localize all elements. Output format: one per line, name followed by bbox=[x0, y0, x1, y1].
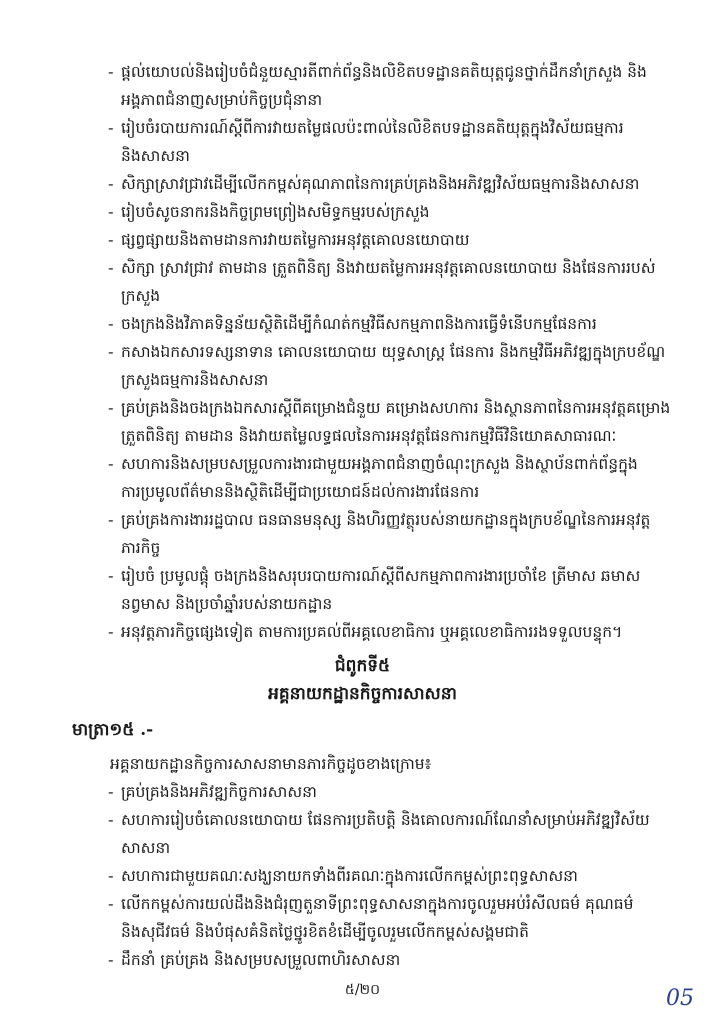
list-item: - រៀបចំសូចនាករនិងកិច្ចព្រមព្រៀងសមិទ្ធកម្មរបស់ក្រសួង bbox=[108, 203, 430, 221]
list-item: - រៀបចំ ប្រមូលផ្ដុំ ចងក្រងនិងសរុបរបាយការណ៍ស្ដីពីសកម្មភាពការងារប្រចាំខែ ត្រីមាស ឆមាស នព្វមាស និងប្រចាំឆ្នាំរបស់នាយកដ្ឋាន bbox=[0, 562, 725, 618]
list-item-continuation: អង្គភាពជំនាញសម្រាប់កិច្ចប្រជុំនានា bbox=[121, 91, 323, 109]
list-item: - សហការនិងសម្របសម្រួលការងារជាមួយអង្គភាពជំនាញចំណុះក្រសួង និងស្ថាប័នពាក់ព័ន្ធក្នុង ការប្រមូលព័ត៌មាននិងស្ថិតិដើម្បីជាប្រយោជន៍ដល់ការងារផែនការ bbox=[0, 450, 725, 506]
article-heading: មាត្រា១៥ .- bbox=[72, 720, 154, 740]
list-item-continuation: ក្រសួង bbox=[121, 287, 161, 305]
list-item-line: កសាងឯកសារទស្សនាទាន គោលនយោបាយ យុទ្ធសាស្ត្រ ផែនការ និងកម្មវិធីអភិវឌ្ឍក្នុងក្របខ័ណ្ឌ bbox=[121, 343, 666, 361]
list-item: - ផ្តល់យោបល់និងរៀបចំជំនួយស្មារតីពាក់ព័ន្ធនិងលិខិតបទដ្ឋានគតិយុត្តជូនថ្នាក់ដឹកនាំក្រសួង និង អង្គភាពជំនាញសម្រាប់កិច្ចប្រជុំនានា bbox=[0, 58, 725, 114]
list-item-continuation: ភារកិច្ច bbox=[121, 539, 161, 557]
list-item-line: ផ្សព្វផ្សាយនិងតាមដានការវាយតម្លៃការអនុវត្តគោលនយោបាយ bbox=[121, 231, 470, 249]
list-item-continuation: សាសនា bbox=[121, 839, 171, 857]
list-item-line: គ្រប់គ្រងការងាររដ្ឋបាល ធនធានមនុស្ស និងហិរញ្ញវត្ថុរបស់នាយកដ្ឋានក្នុងក្របខ័ណ្ឌនៃការអនុវត្ត bbox=[121, 511, 651, 529]
list-item-continuation: ត្រួតពិនិត្យ តាមដាន និងវាយតម្លៃលទ្ធផលនៃការអនុវត្តផែនការកម្មវិធីវិនិយោគសាធារណៈ bbox=[121, 427, 617, 445]
list-item: - សិក្សាស្រាវជ្រាវដើម្បីលើកកម្ពស់គុណភាពនៃការគ្រប់គ្រងនិងអភិវឌ្ឍវិស័យធម្មការនិងសាសនា bbox=[108, 175, 640, 193]
page-number: ៥/២០ bbox=[344, 982, 381, 998]
list-item-continuation: ការប្រមូលព័ត៌មាននិងស្ថិតិដើម្បីជាប្រយោជន៍ដល់ការងារផែនការ bbox=[121, 483, 480, 501]
list-item: - ដឹកនាំ គ្រប់គ្រង និងសម្របសម្រួលពាហិរសាសនា bbox=[108, 951, 401, 969]
list-item-line: សិក្សាស្រាវជ្រាវដើម្បីលើកកម្ពស់គុណភាពនៃការគ្រប់គ្រងនិងអភិវឌ្ឍវិស័យធម្មការនិងសាសនា bbox=[121, 175, 640, 193]
chapter-number: ជំពូកទី៥ bbox=[334, 656, 391, 676]
list-item-line: សិក្សា ស្រាវជ្រាវ តាមដាន ត្រួតពិនិត្យ និងវាយតម្លៃការអនុវត្តគោលនយោបាយ និងផែនការរបស់ bbox=[121, 259, 656, 277]
handwritten-mark: 05 bbox=[666, 986, 694, 1011]
list-item-line: គ្រប់គ្រងនិងអភិវឌ្ឍកិច្ចការសាសនា bbox=[121, 783, 317, 801]
list-item: - អនុវត្តភារកិច្ចផ្សេងទៀត តាមការប្រគល់ពីអគ្គលេខាធិការ ឬអគ្គលេខាធិការរងទទួលបន្ទុក។ bbox=[108, 623, 623, 641]
list-item: - គ្រប់គ្រងការងាររដ្ឋបាល ធនធានមនុស្ស និងហិរញ្ញវត្ថុរបស់នាយកដ្ឋានក្នុងក្របខ័ណ្ឌនៃការអនុវត្ត ភារកិច្ច bbox=[0, 506, 725, 562]
list-item: - រៀបចំរបាយការណ៍ស្ដីពីការវាយតម្លៃផលប៉ះពាល់នៃលិខិតបទដ្ឋានគតិយុត្តក្នុងវិស័យធម្មការ និងសាសនា bbox=[0, 114, 725, 170]
list-item: - លើកកម្ពស់ការយល់ដឹងនិងជំរុញតួនាទីព្រះពុទ្ធសាសនាក្នុងការចូលរួមអប់រំសីលធម៌ គុណធម៌ និងសុជីវធម៌ និងបំផុសគំនិតថ្លៃថ្នូរខិតខំដើម្បីចូលរួមលើកកម្ពស់សង្គមជាតិ bbox=[0, 890, 725, 946]
list-item-line: រៀបចំសូចនាករនិងកិច្ចព្រមព្រៀងសមិទ្ធកម្មរបស់ក្រសួង bbox=[121, 203, 430, 221]
list-item-line: ចងក្រងនិងវិភាគទិន្នន័យស្ថិតិដើម្បីកំណត់កម្មវិធីសកម្មភាពនិងការធ្វើទំនើបកម្មផែនការ bbox=[121, 315, 597, 333]
list-item-line: លើកកម្ពស់ការយល់ដឹងនិងជំរុញតួនាទីព្រះពុទ្ធសាសនាក្នុងការចូលរួមអប់រំសីលធម៌ គុណធម៌ bbox=[121, 895, 634, 913]
list-item-line: សហការនិងសម្របសម្រួលការងារជាមួយអង្គភាពជំនាញចំណុះក្រសួង និងស្ថាប័នពាក់ព័ន្ធក្នុង bbox=[121, 455, 638, 473]
chapter-title: អគ្គនាយកដ្ឋានកិច្ចការសាសនា bbox=[268, 684, 457, 704]
list-item-line: សហការរៀបចំគោលនយោបាយ ផែនការប្រតិបត្តិ និងគោលការណ៍ណែនាំសម្រាប់អភិវឌ្ឍវិស័យ bbox=[121, 811, 650, 829]
list-item: - កសាងឯកសារទស្សនាទាន គោលនយោបាយ យុទ្ធសាស្ត្រ ផែនការ និងកម្មវិធីអភិវឌ្ឍក្នុងក្របខ័ណ្ឌ ក្រសួងធម្មការនិងសាសនា bbox=[0, 338, 725, 394]
list-item-line: អនុវត្តភារកិច្ចផ្សេងទៀត តាមការប្រគល់ពីអគ្គលេខាធិការ ឬអគ្គលេខាធិការរងទទួលបន្ទុក។ bbox=[121, 623, 623, 641]
list-item: - ចងក្រងនិងវិភាគទិន្នន័យស្ថិតិដើម្បីកំណត់កម្មវិធីសកម្មភាពនិងការធ្វើទំនើបកម្មផែនការ bbox=[108, 315, 597, 333]
list-item: - សិក្សា ស្រាវជ្រាវ តាមដាន ត្រួតពិនិត្យ និងវាយតម្លៃការអនុវត្តគោលនយោបាយ និងផែនការរបស់ ក្រសួង bbox=[0, 254, 725, 310]
list-item: - សហការរៀបចំគោលនយោបាយ ផែនការប្រតិបត្តិ និងគោលការណ៍ណែនាំសម្រាប់អភិវឌ្ឍវិស័យ សាសនា bbox=[0, 806, 725, 862]
list-item-line: ផ្តល់យោបល់និងរៀបចំជំនួយស្មារតីពាក់ព័ន្ធនិងលិខិតបទដ្ឋានគតិយុត្តជូនថ្នាក់ដឹកនាំក្រសួង និង bbox=[121, 63, 647, 81]
list-item-line: សហការជាមួយគណៈសង្ឃនាយកទាំងពីរគណៈក្នុងការលើកកម្ពស់ព្រះពុទ្ធសាសនា bbox=[121, 867, 578, 885]
list-item: - ផ្សព្វផ្សាយនិងតាមដានការវាយតម្លៃការអនុវត្តគោលនយោបាយ bbox=[108, 231, 470, 249]
list-item: - គ្រប់គ្រងនិងអភិវឌ្ឍកិច្ចការសាសនា bbox=[108, 783, 317, 801]
article-intro: អគ្គនាយកដ្ឋានកិច្ចការសាសនាមានភារកិច្ចដូចខាងក្រោម៖ bbox=[110, 755, 432, 773]
duties-list-lower bbox=[0, 778, 725, 974]
list-item-line: គ្រប់គ្រងនិងចងក្រងឯកសារស្ដីពីគម្រោងជំនួយ គម្រោងសហការ និងស្ថានភាពនៃការអនុវត្តគម្រោង bbox=[121, 399, 671, 417]
list-item-line: ដឹកនាំ គ្រប់គ្រង និងសម្របសម្រួលពាហិរសាសនា bbox=[121, 951, 401, 969]
duties-list-upper bbox=[0, 58, 725, 646]
list-item-line: រៀបចំរបាយការណ៍ស្ដីពីការវាយតម្លៃផលប៉ះពាល់នៃលិខិតបទដ្ឋានគតិយុត្តក្នុងវិស័យធម្មការ bbox=[121, 119, 624, 137]
list-item-continuation: និងសុជីវធម៌ និងបំផុសគំនិតថ្លៃថ្នូរខិតខំដើម្បីចូលរួមលើកកម្ពស់សង្គមជាតិ bbox=[121, 923, 530, 941]
list-item-continuation: នព្វមាស និងប្រចាំឆ្នាំរបស់នាយកដ្ឋាន bbox=[121, 595, 333, 613]
list-item-continuation: ក្រសួងធម្មការនិងសាសនា bbox=[121, 371, 269, 389]
list-item-continuation: និងសាសនា bbox=[121, 147, 190, 165]
list-item: - គ្រប់គ្រងនិងចងក្រងឯកសារស្ដីពីគម្រោងជំនួយ គម្រោងសហការ និងស្ថានភាពនៃការអនុវត្តគម្រោង ត្រួតពិនិត្យ តាមដាន និងវាយតម្លៃលទ្ធផលនៃការអនុវត្តផែនការកម្មវិធីវិនិយោគសាធារណៈ bbox=[0, 394, 725, 450]
list-item: - សហការជាមួយគណៈសង្ឃនាយកទាំងពីរគណៈក្នុងការលើកកម្ពស់ព្រះពុទ្ធសាសនា bbox=[108, 867, 578, 885]
list-item-line: រៀបចំ ប្រមូលផ្ដុំ ចងក្រងនិងសរុបរបាយការណ៍ស្ដីពីសកម្មភាពការងារប្រចាំខែ ត្រីមាស ឆមាស bbox=[121, 567, 641, 585]
